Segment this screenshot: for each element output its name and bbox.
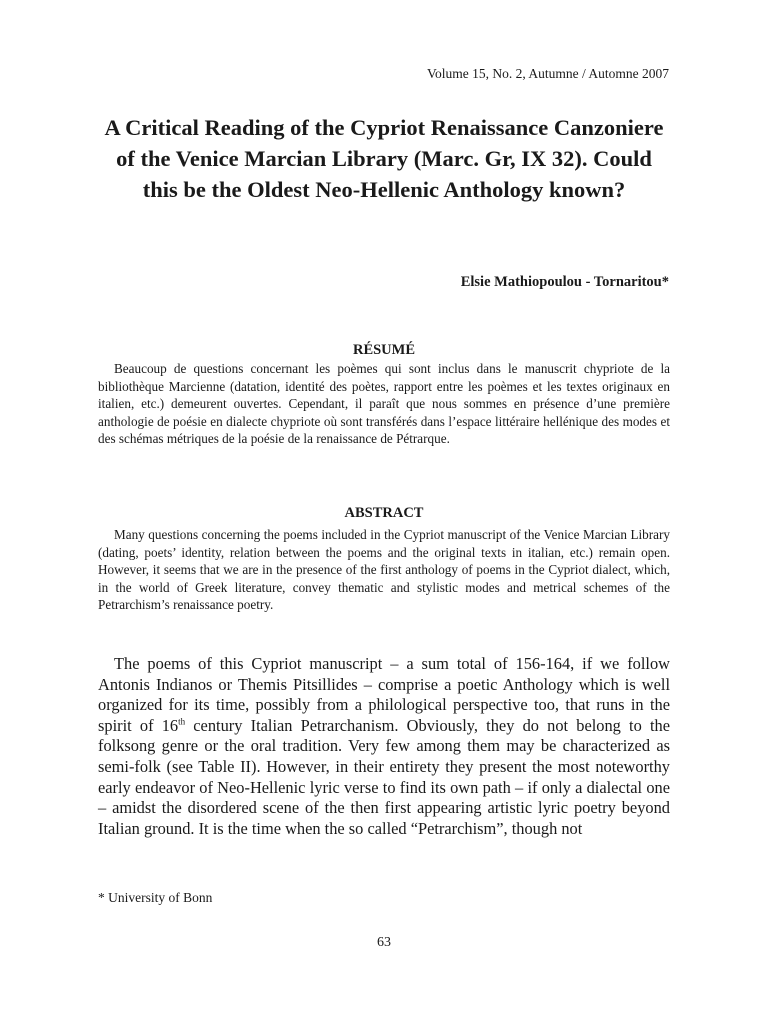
page-number: 63 — [377, 935, 391, 950]
resume-heading: RÉSUMÉ — [352, 342, 416, 358]
abstract-text: Many questions concerning the poems included in the Cypriot manuscript of the Venice Marcian Library (dating, poets’ identity, relation between the poems and the original texts in italian, etc.) remain open. However, it seems that we are in the presence of the first anthology of poems in the Cypriot dialect, which, in the world of Greek literature, convey thematic and stylistic modes and metrical schemes of the Petrarchism’s renaissance poetry. — [98, 527, 670, 613]
body-text-start: The poems of this Cypriot manuscript – a sum total of 156-164, if we follow Antonis Indianos or Themis Pitsillides – comprise a poetic Anthology which is well organized for its time, possibly from a philological perspective too, that runs in the spirit of 16 — [98, 654, 670, 735]
running-head: Volume 15, No. 2, Autumne / Automne 2007 — [427, 66, 669, 81]
footnote: * University of Bonn — [98, 890, 213, 905]
resume-text: Beaucoup de questions concernant les poèmes qui sont inclus dans le manuscrit chypriote de la bibliothèque Marcienne (datation, identité des poètes, rapport entre les poèmes et les textes originaux en italien, etc.) demeurent ouvertes. Cependant, il paraît que nous sommes en présence d’une première anthologie de poésie en dialecte chypriote où sont transférés dans l’espace littéraire hellénique des modes et des schémas métriques de la poésie de la renaissance de Pétrarque. — [98, 361, 670, 447]
abstract-heading: ABSTRACT — [344, 505, 424, 521]
article-title: A Critical Reading of the Cypriot Renaissance Canzoniere of the Venice Marcian Library (Marc. Gr, IX 32). Could this be the Oldest Neo-Hellenic Anthology known? — [104, 115, 664, 202]
ordinal-superscript: th — [178, 716, 186, 727]
author-line: Elsie Mathiopoulou - Tornaritou* — [460, 274, 669, 290]
body-text-end: century Italian Petrarchanism. Obviously, they do not belong to the folksong genre or the oral tradition. Very few among them may be characterized as semi-folk (see Table II). However, in their entirety they present the most noteworthy early endeavor of Neo-Hellenic lyric verse to find its own path – if only a dialectal one – amidst the disordered scene of the then first appearing artistic lyric poetry beyond Italian ground. It is the time when the so called “Petrarchism”, though not — [98, 715, 670, 838]
body-paragraph — [98, 654, 670, 839]
